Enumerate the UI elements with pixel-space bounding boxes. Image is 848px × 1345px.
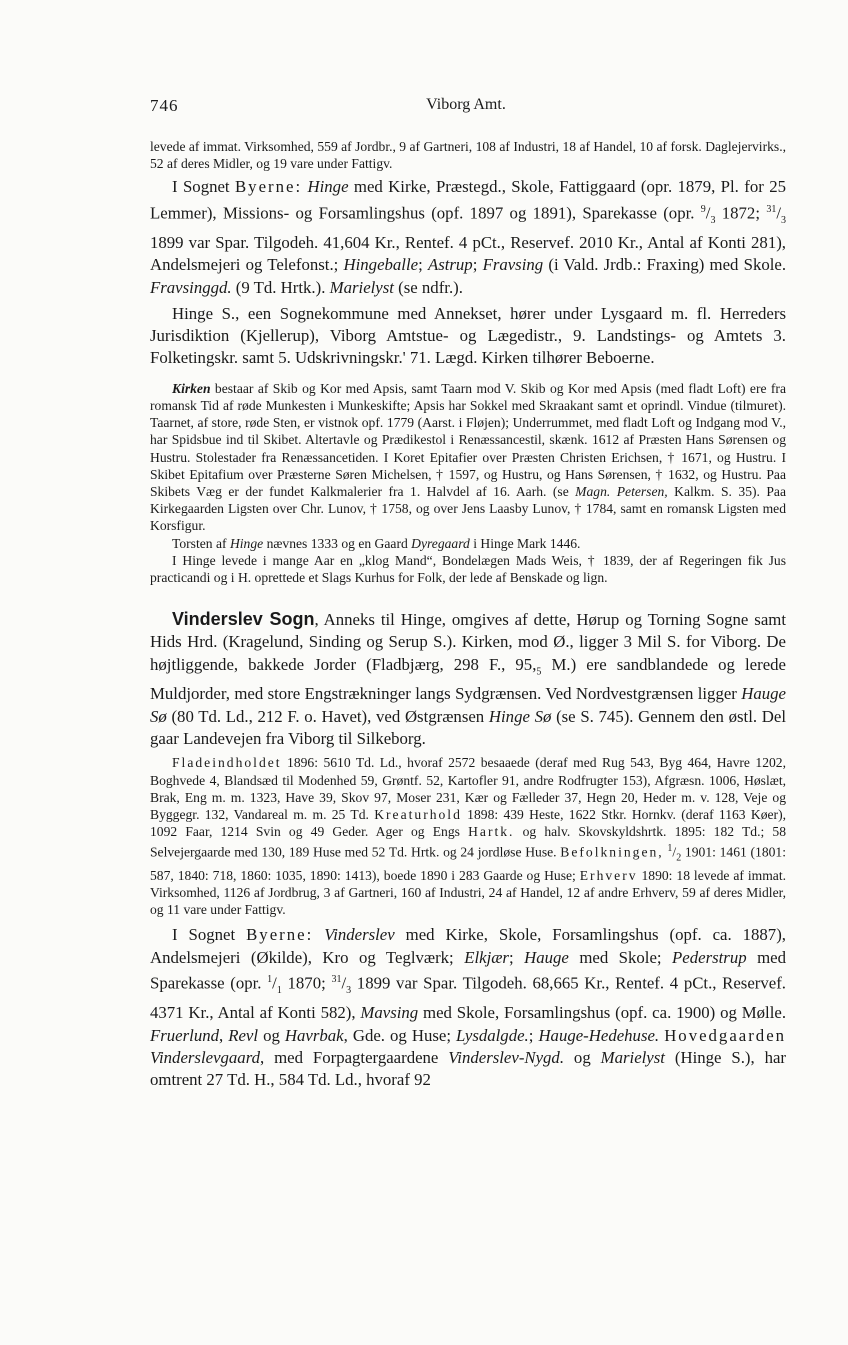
paragraph-statistics: Fladeindholdet 1896: 5610 Td. Ld., hvoraf 2572 besaaede (deraf med Rug 543, Byg 464, Havre 1202, Boghvede 4, Blandsæd til Modenhed 59, Grøntf. 52, Kartofler 91, andre Rodfrugter 153), Afgræsn. 1006, Høslæt, Brak, Eng m. m. 1323, Have 39, Skov 97, Moser 231, Kær og Fælleder 37, Hegn 20, Heder m. v. 128, Veje og Byggegr. 132, Vandareal m. m. 25 Td. Kreaturhold 1898: 439 Heste, 1622 Stkr. Hornkv. (deraf 1163 Køer), 1092 Faar, 1214 Svin og 49 Geder. Ager og Engs Hartk. og halv. Skovskyldshrtk. 1895: 182 Td.; 58 Selvejergaarde med 130, 189 Huse med 52 Td. Hrtk. og 24 jordløse Huse. Befolkningen, $^1/_2$ 1901: 1461 (1801: 587, 1840: 718, 1860: 1035, 1890: 1413), boede 1890 i 283 Gaarde og Huse; Erhverv 1890: 18 levede af immat. Virksomhed, 1126 af Jordbrug, 3 af Gartneri, 160 af Industri, 24 af Handel, 12 af andre Erhverv, 59 af deres Midler, og 11 vare under Fattigv. xyxy=(150,755,787,918)
paragraph-jurisdiction: Hinge S., een Sognekommune med Annekset, hører under Lysgaard m. fl. Herreders Jurisdiktion (Kjellerup), Viborg Amtstue- og Lægedistr., 9. Landstings- og Amtets 3. Folketingskr. samt 5. Udskrivningskr.' 71. Lægd. Kirken tilhører Beboerne. xyxy=(150,303,786,368)
paragraph-torsten: Torsten af Hinge nævnes 1333 og en Gaard Dyregaard i Hinge Mark 1446. xyxy=(172,535,581,551)
paragraph-hinge-villages: I Sognet Byerne: Hinge med Kirke, Præstegd., Skole, Fattiggaard (opr. 1879, Pl. for 25 Lemmer), Missions- og Forsamlingshus (opf. 1897 og 1891), Sparekasse (opr. $^9/_3$ 1872; $^{31}/_3$ 1899 var Spar. Tilgodeh. 41,604 Kr., Rentef. 4 pCt., Reservef. 2010 Kr., Antal af Konti 281), Andelsmejeri og Telefonst.; Hingeballe; Astrup; Fravsing (i Vald. Jrdb.: Fraxing) med Skole. Fravsinggd. (9 Td. Hrtk.). Marielyst (se ndfr.). xyxy=(150,177,787,297)
paragraph-klog-mand: I Hinge levede i mange Aar en „klog Mand“, Bondelægen Mads Weis, † 1839, der af Regeringen fik Jus practicandi og i H. oprettede et Slags Kurhus for Folk, der lede af Benskade og lign. xyxy=(150,552,786,585)
page-body xyxy=(150,138,786,1091)
paragraph-church: Kirken bestaar af Skib og Kor med Apsis, samt Taarn mod V. Skib og Kor med Apsis (med fladt Loft) ere fra romansk Tid af røde Munkesten i Munkeskifte; Apsis har Sokkel med Skraakant samt et oprindl. Vindue (tilmuret). Taarnet, af store, røde Sten, er vistnok opf. 1779 (Aarst. i Fløjen); Underrummet, med fladt Loft og Indgang mod V., har Spidsbue ind til Skibet. Altertavle og Prædikestol i Renæssancestil, skænk. 1612 af Præsten Hans Sørensen og Hustru. Stolestader fra Renæssancetiden. I Koret Epitafier over Præsten Christen Erichsen, † 1671, og Hustru. I Skibet Epitafium over Præsterne Søren Michelsen, † 1597, og Hustru, og Hans Sørensen, † 1632, og Hustru. Paa Skibets Væg er der fundet Kalkmalerier fra 1. Halvdel af 16. Aarh. (se Magn. Petersen, Kalkm. S. 35). Paa Kirkegaarden Ligsten over Chr. Lunov, † 1758, og over Jens Laasby Lunov, † 1784, samt en romansk Ligsten med Korsfigur. xyxy=(150,380,786,534)
paragraph-vinderslev-sogn: Vinderslev Sogn, Anneks til Hinge, omgives af dette, Hørup og Torning Sogne samt Hids Hrd. (Kragelund, Sinding og Serup S.). Kirken, mod Ø., ligger 3 Mil S. for Viborg. De højtliggende, bakkede Jorder (Fladbjærg, 298 F., $95,_5$ M.) ere sandblandede og lerede Muldjorder, med store Engstrækninger langs Sydgrænsen. Ved Nordvestgrænsen ligger Hauge Sø (80 Td. Ld., 212 F. o. Havet), ved Østgrænsen Hinge Sø (se S. 745). Gennem den østl. Del gaar Landevejen fra Viborg til Silkeborg. xyxy=(150,609,787,749)
running-title: Viborg Amt. xyxy=(426,96,506,113)
page-header xyxy=(150,96,782,120)
paragraph-vinderslev-villages: I Sognet Byerne: Vinderslev med Kirke, Skole, Forsamlingshus (opf. ca. 1887), Andelsmejeri (Økilde), Kro og Teglværk; Elkjær; Hauge med Skole; Pederstrup med Sparekasse (opr. $^1/_1$ 1870; $^{31}/_3$ 1899 var Spar. Tilgodeh. 68,665 Kr., Rentef. 4 pCt., Reservef. 4371 Kr., Antal af Konti 582), Mavsing med Skole, Forsamlingshus (opf. ca. 1900) og Mølle. Fruerlund, Revl og Havrbak, Gde. og Huse; Lysdalgde.; Hauge-Hedehuse. Hovedgaarden Vinderslevgaard, med Forpagtergaardene Vinderslev-Nygd. og Marielyst (Hinge S.), har omtrent 27 Td. H., 584 Td. Ld., hvoraf 92 xyxy=(150,925,787,1090)
paragraph-occupations: levede af immat. Virksomhed, 559 af Jordbr., 9 af Gartneri, 108 af Industri, 18 af Handel, 10 af forsk. Daglejervirks., 52 af deres Midler, og 19 vare under Fattigv. xyxy=(150,139,786,172)
page-number: 746 xyxy=(150,96,179,115)
section-heading: Vinderslev Sogn xyxy=(172,609,315,630)
